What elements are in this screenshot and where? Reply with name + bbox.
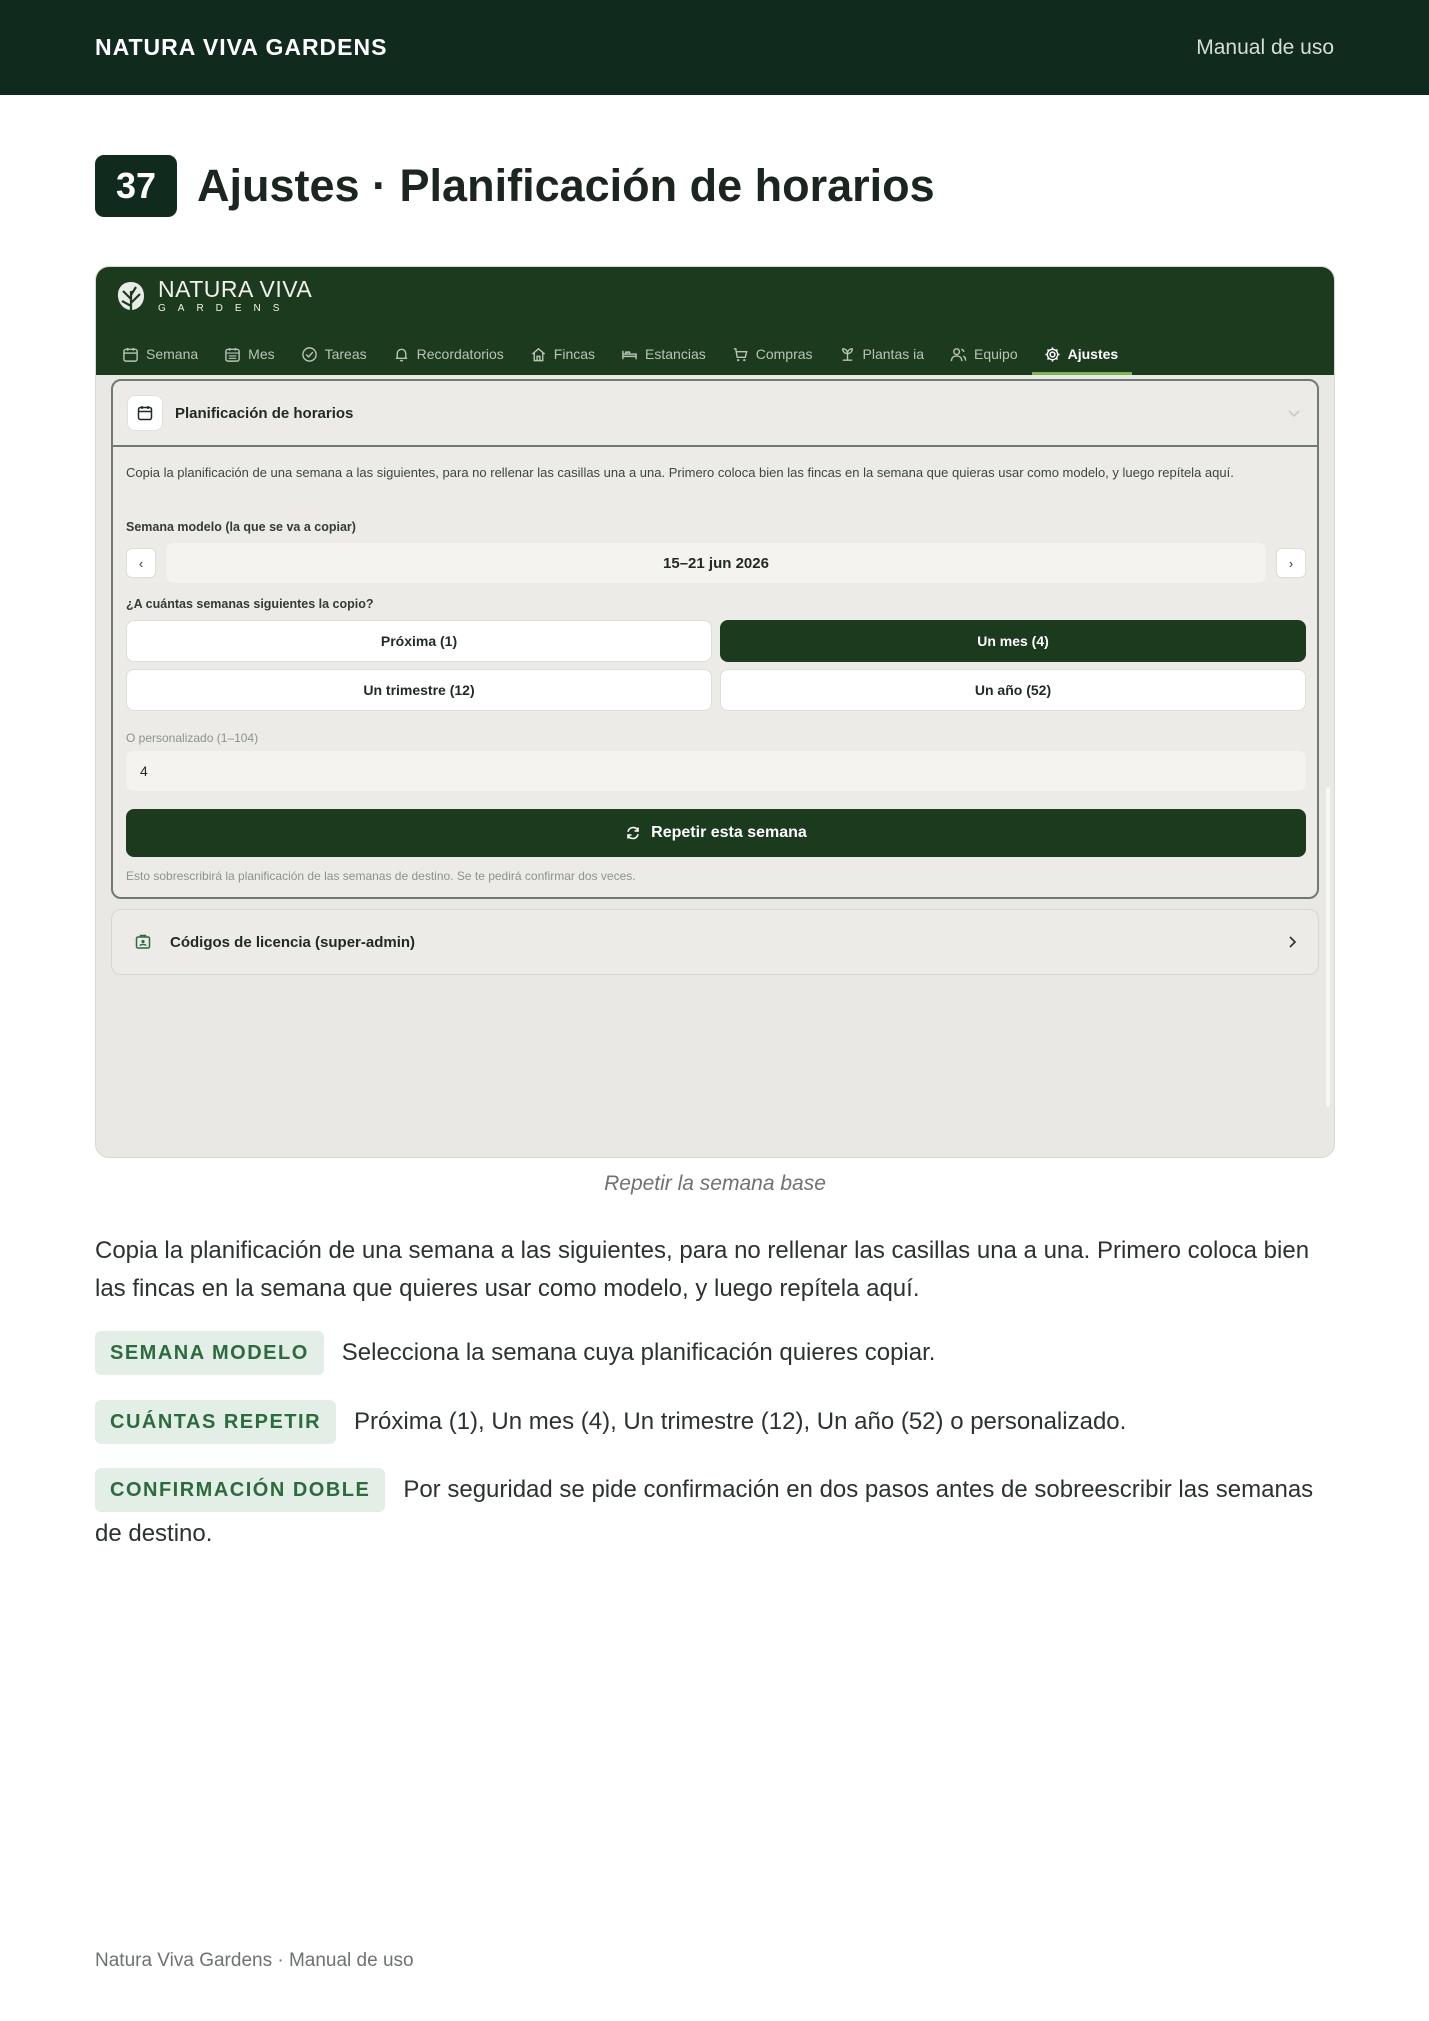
bell-icon: [393, 346, 410, 363]
gear-icon: [1044, 346, 1061, 363]
cart-icon: [732, 346, 749, 363]
figure-caption: Repetir la semana base: [604, 1172, 826, 1195]
scrollbar[interactable]: [1326, 787, 1330, 1107]
manual-label: Manual de uso: [1196, 35, 1334, 59]
chevron-down-icon[interactable]: [1285, 404, 1303, 422]
nav-item-tareas[interactable]: [289, 333, 381, 375]
license-codes-row[interactable]: [111, 909, 1319, 975]
license-title: Códigos de licencia (super-admin): [170, 933, 416, 951]
nav-item-mes[interactable]: [212, 333, 288, 375]
nav-item-plantas-ia[interactable]: [827, 333, 938, 375]
panel-title: Planificación de horarios: [175, 404, 354, 422]
page-footer: Natura Viva Gardens · Manual de uso: [95, 1950, 414, 1971]
model-week-selector: [126, 543, 1306, 583]
feature-text: Por seguridad se pide confirmación en dos pasos antes de sobreescribir las semanas de destino.: [95, 1476, 1314, 1547]
prev-week-button[interactable]: ‹: [126, 548, 156, 578]
nav-label: Mes: [248, 346, 275, 362]
nav-label: Semana: [146, 346, 199, 362]
check-circle-icon: [301, 346, 318, 363]
repeat-button-label: Repetir esta semana: [651, 824, 807, 841]
page-title: Ajustes · Planificación de horarios: [197, 160, 935, 211]
nav-label: Recordatorios: [416, 346, 504, 362]
chevron-right-icon: [1284, 934, 1300, 950]
panel-description: Copia la planificación de una semana a las siguientes, para no rellenar las casillas una a una. Primero coloca bien las fincas en la semana que quieras usar como modelo, y luego repítela aquí.: [126, 465, 1234, 480]
custom-label: O personalizado (1–104): [126, 731, 259, 745]
nav-label: Plantas ia: [862, 346, 925, 362]
feature-item: [95, 1400, 1335, 1444]
logo-sub-text: GARDENS: [158, 303, 292, 314]
intro-paragraph: Copia la planificación de una semana a las siguientes, para no rellenar las casillas una a una. Primero coloca bien las fincas en la semana que quieres usar como modelo, y luego repítela aquí.: [95, 1237, 1310, 1302]
model-week-value[interactable]: 15–21 jun 2026: [166, 543, 1266, 583]
custom-weeks-input[interactable]: [126, 751, 1306, 791]
nav-label: Estancias: [645, 346, 706, 362]
how-many-label: ¿A cuántas semanas siguientes la copio?: [126, 597, 374, 611]
calendar-icon: [122, 346, 139, 363]
nav-label: Compras: [755, 346, 813, 362]
feature-item: [95, 1468, 1335, 1555]
schedule-planning-panel: [111, 379, 1319, 899]
top-bar: [0, 0, 1429, 95]
next-week-button[interactable]: ›: [1276, 548, 1306, 578]
feature-tag: CONFIRMACIÓN DOBLE: [95, 1468, 385, 1512]
nav-label: Fincas: [553, 346, 596, 362]
users-icon: [950, 346, 967, 363]
nav-item-ajustes[interactable]: [1032, 333, 1133, 375]
logo-main-text: NATURA VIVA: [158, 276, 313, 302]
nav-item-semana[interactable]: [110, 333, 212, 375]
nav-label: Equipo: [974, 346, 1018, 362]
plant-icon: [839, 346, 856, 363]
panel-icon-box: [127, 395, 163, 431]
app-logo: [114, 277, 312, 315]
option-quarter[interactable]: Un trimestre (12): [126, 669, 712, 711]
option-one-month[interactable]: Un mes (4): [720, 620, 1306, 662]
brand-name: NATURA VIVA GARDENS: [95, 34, 388, 60]
nav-item-fincas[interactable]: [518, 333, 609, 375]
overwrite-warning: Esto sobrescribirá la planificación de las semanas de destino. Se te pedirá confirmar dos veces.: [126, 869, 636, 883]
option-one-year[interactable]: Un año (52): [720, 669, 1306, 711]
monstera-leaf-icon: [114, 279, 148, 313]
repeat-options: [126, 620, 1306, 711]
nav-item-estancias[interactable]: [609, 333, 720, 375]
app-header: [96, 267, 1334, 375]
nav-label: Ajustes: [1067, 346, 1119, 362]
option-next-week[interactable]: Próxima (1): [126, 620, 712, 662]
feature-tag: CUÁNTAS REPETIR: [95, 1400, 336, 1444]
nav-label: Tareas: [324, 346, 367, 362]
panel-header[interactable]: [113, 381, 1317, 447]
calendar-grid-icon: [224, 346, 241, 363]
feature-tag: SEMANA MODELO: [95, 1331, 324, 1375]
refresh-icon: [625, 825, 641, 841]
home-icon: [530, 346, 547, 363]
nav-item-recordatorios[interactable]: [381, 333, 518, 375]
model-week-label: Semana modelo (la que se va a copiar): [126, 520, 356, 534]
calendar-icon: [136, 404, 154, 422]
feature-text: Próxima (1), Un mes (4), Un trimestre (12), Un año (52) o personalizado.: [354, 1408, 1127, 1435]
nav-item-equipo[interactable]: [938, 333, 1032, 375]
feature-text: Selecciona la semana cuya planificación quieres copiar.: [341, 1339, 936, 1366]
nav-item-compras[interactable]: [720, 333, 827, 375]
repeat-week-button[interactable]: [126, 809, 1306, 857]
main-nav: [110, 333, 1132, 375]
app-screenshot: [95, 266, 1335, 1158]
id-badge-icon: [134, 933, 152, 951]
section-number-badge: 37: [95, 155, 177, 217]
bed-icon: [621, 346, 638, 363]
page-heading: [95, 155, 935, 217]
feature-item: [95, 1331, 1335, 1375]
